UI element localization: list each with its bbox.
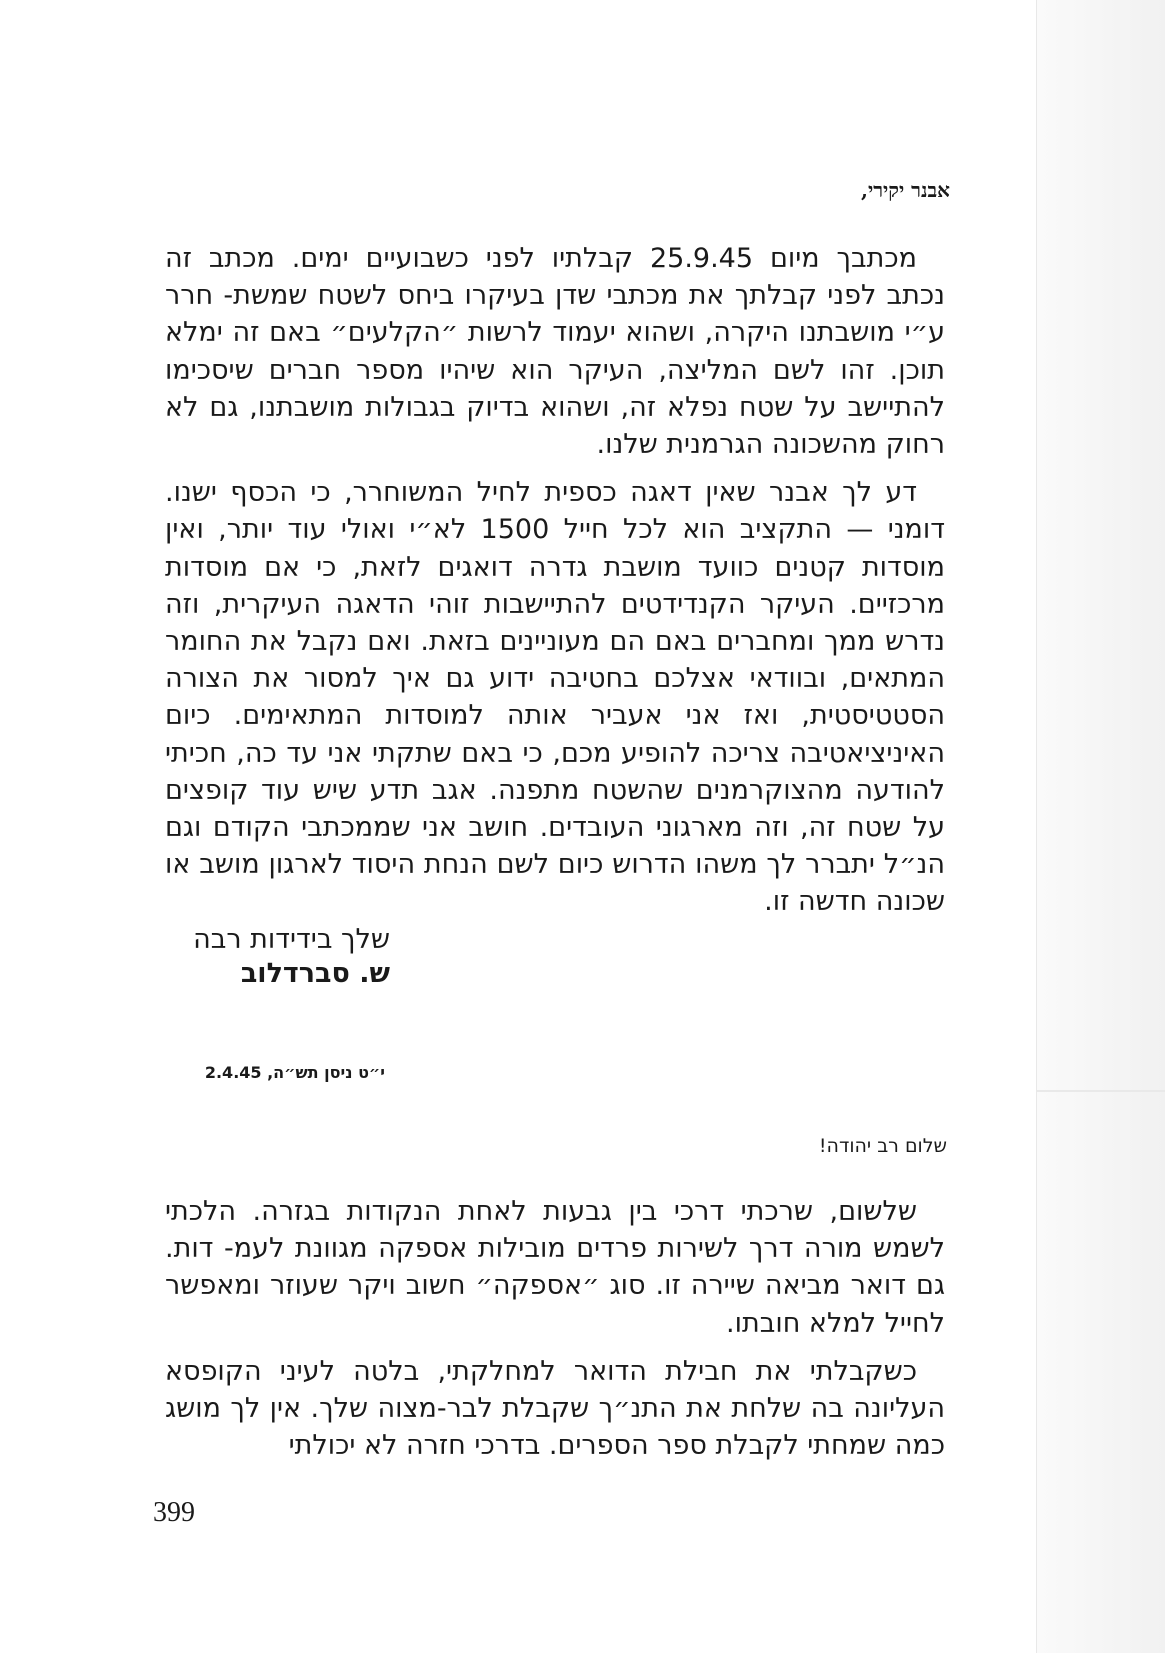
letter2-salutation: שלום רב יהודה! [818, 1135, 947, 1157]
letter1-closing [193, 923, 390, 991]
letter2-dateline: י״ט ניסן תש״ה, 2.4.45 [204, 1063, 385, 1082]
signature: ש. סברדלוב [240, 958, 390, 989]
page-fold-line [1037, 1090, 1165, 1092]
letter1-salutation: אבנר יקירי, [861, 178, 950, 202]
letter2-paragraph-1: שלשום, שרכתי דרכי בין גבעות לאחת הנקודות בגזרה. הלכתי לשמש מורה דרך לשירות פרדים מובילות אספקה מגוונת לעמ- דות. גם דואר מביאה שיירה זו. סוג ״אספקה״ חשוב ויקר שעוזר ומאפשר לחייל למלא חובתו. [165, 1196, 945, 1339]
page-edge-shadow [1036, 0, 1165, 1653]
letter1-body [165, 240, 945, 932]
letter2-paragraph-2: כשקבלתי את חבילת הדואר למחלקתי, בלטה לעיני הקופסא העליונה בה שלחת את התנ״ך שקבלת לבר-מצוה שלך. אין לך מושג כמה שמחתי לקבלת ספר הספרים. בדרכי חזרה לא יכולתי [165, 1355, 945, 1462]
letter1-paragraph-2: דע לך אבנר שאין דאגה כספית לחיל המשוחרר, כי הכסף ישנו. דומני — התקציב הוא לכל חייל 1500 לא״י ואולי עוד יותר, ואין מוסדות קטנים כוועד מושבת גדרה דואגים לזאת, כי אם מוסדות מרכזיים. העיקר הקנדידטים להתיישבות זוהי הדאגה העיקרית, וזה נדרש ממך ומחברים באם הם מעוניינים בזאת. ואם נקבל את החומר המתאים, ובוודאי אצלכם בחטיבה ידוע גם איך למסור את הצורה הסטטיסטית, ואז אני אעביר אותה למוסדות המתאימים. כיום האיניציאטיבה צריכה להופיע מכם, כי באם שתקתי אני עד כה, חכיתי להודעה מהצוקרמנים שהשטח מתפנה. אגב תדע שיש עוד קופצים על שטח זה, וזה מארגוני העובדים. חושב אני שממכתבי הקודם וגם הנ״ל יתברר לך משהו הדרוש כיום לשם הנחת היסוד לארגון מושב או שכונה חדשה זו. [165, 477, 945, 918]
closing-phrase: שלך בידידות רבה [193, 924, 390, 955]
page-number: 399 [153, 1497, 195, 1528]
letter2-body [165, 1193, 945, 1475]
letter1-paragraph-1: מכתבך מיום 25.9.45 קבלתיו לפני כשבועיים ימים. מכתב זה נכתב לפני קבלתך את מכתבי שדן בעיקרו ביחס לשטח שמשת- חרר ע״י מושבתנו היקרה, ושהוא יעמוד לרשות ״הקלעים״ באם זה ימלא תוכן. זהו לשם המליצה, העיקר הוא שיהיו מספר חברים שיסכימו להתיישב על שטח נפלא זה, ושהוא בדיוק בגבולות מושבתנו, גם לא רחוק מהשכונה הגרמנית שלנו. [165, 243, 945, 461]
